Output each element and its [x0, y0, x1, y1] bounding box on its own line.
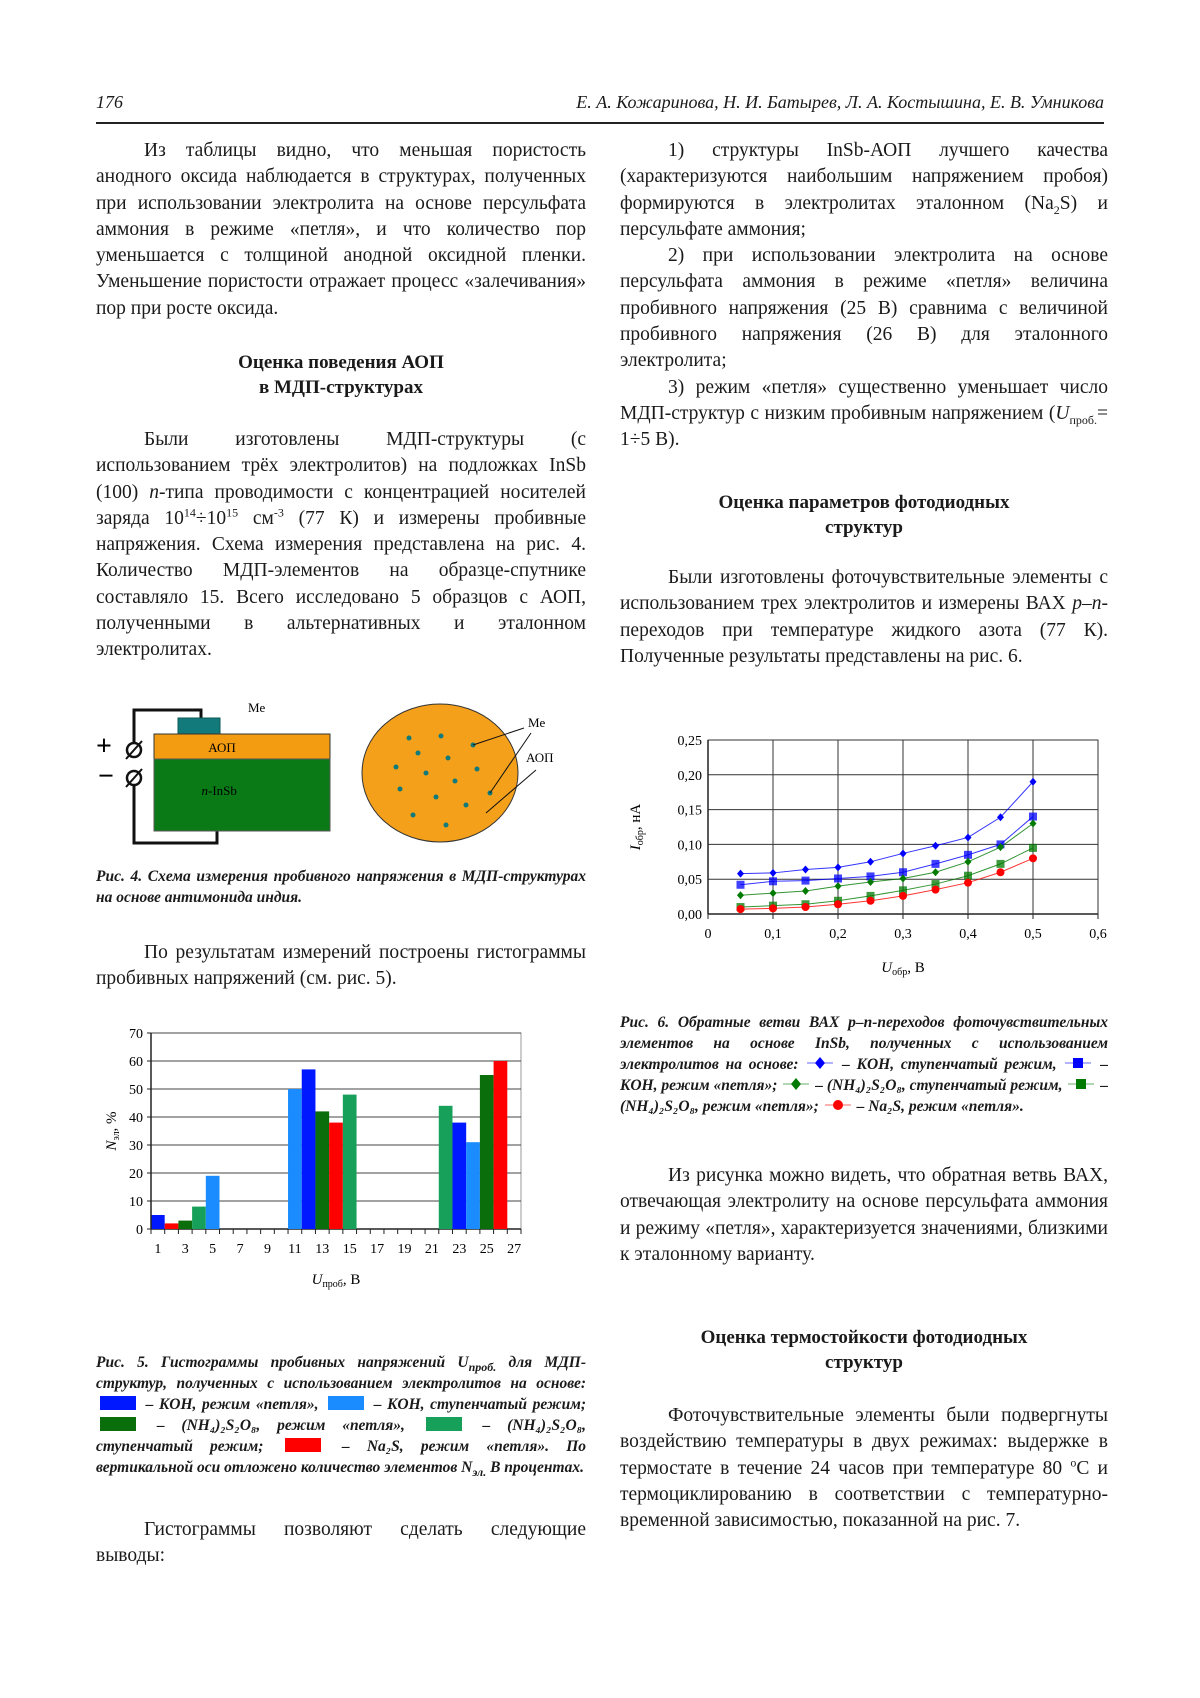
- page-number: 176: [96, 92, 123, 112]
- conclusion-item-2: 2) при использовании электролита на основе персульфата аммония в режиме «петля» величина пробивного напряжения (25 В) сравнима с величиной пробивного напряжения (26 В) для эталонного электролита;: [620, 245, 1108, 372]
- legend-label: – (NH₄)₂S₂O₈, режим «петля»;: [620, 1077, 1108, 1115]
- svg-text:5: 5: [209, 1242, 217, 1257]
- bar: [315, 1111, 329, 1229]
- bar: [151, 1215, 165, 1229]
- svg-text:9: 9: [263, 1242, 271, 1257]
- svg-text:60: 60: [129, 1055, 143, 1070]
- bar: [494, 1061, 508, 1229]
- svg-text:70: 70: [129, 1027, 143, 1042]
- legend-label: – KOH, ступенчатый режим;: [368, 1396, 586, 1413]
- svg-text:АОП: АОП: [208, 740, 236, 755]
- svg-text:10: 10: [129, 1195, 143, 1210]
- svg-text:Iобр, нА: $I_{обр}$, нА: [628, 803, 646, 851]
- bar: [343, 1095, 357, 1229]
- heading-line: Оценка поведения АОП: [238, 352, 444, 373]
- metal-contact: [178, 718, 220, 734]
- svg-text:Uпроб, В: $U_{проб}$, В: [311, 1272, 361, 1290]
- svg-text:0,5: 0,5: [1024, 927, 1042, 942]
- svg-text:7: 7: [236, 1242, 244, 1257]
- section-heading-aop: [96, 350, 586, 400]
- svg-text:0,20: 0,20: [677, 768, 702, 784]
- figure-6-caption: Рис. 6. Обратные ветви ВАХ p–n-переходов фоточувствительных элементов на основе InSb, полученных с использованием электролитов на основе: – KOH, ступенчатый режим, – KOH, режим «петля»; – (NH₄)₂S₂O₈, ступенчатый режим, – (NH₄)₂S₂O₈, режим «петля»; – Na₂S, режим «петля».: [620, 1014, 1108, 1115]
- svg-text:0,25: 0,25: [677, 734, 702, 749]
- conclusion-item-3: 3) режим «петля» существенно уменьшает число МДП-структур с низким пробивным напряжением ($U_{проб.}= 1\div 5$ В).: [620, 376, 1108, 451]
- svg-text:0,3: 0,3: [894, 927, 912, 942]
- conclusion-item-1: 1) структуры InSb-АОП лучшего качества (характеризуются наибольшим напряжением пробоя) формируются в электролитах эталонном $(Na_2S)$ и персульфате аммония;: [620, 140, 1108, 240]
- circle-marker-icon: [823, 1098, 853, 1112]
- svg-text:0,15: 0,15: [677, 803, 702, 819]
- figure-5-caption: Рис. 5. Гистограммы пробивных напряжений $U_{проб.}$ для МДП-структур, полученных с использованием электролитов на основе: – KOH, режим «петля», – KOH, ступенчатый режим; – (NH₄)₂S₂O₈, режим «петля», – (NH₄)₂S₂O₈, ступенчатый режим; – Na₂S, режим «петля». По вертикальной оси отложено количество элементов $N_{эл.}$ В процентах.: [96, 1354, 587, 1480]
- svg-text:15: 15: [342, 1242, 357, 1257]
- legend-swatch: [100, 1396, 136, 1410]
- legend-swatch: [100, 1417, 136, 1431]
- legend-label: – (NH₄)₂S₂O₈, режим «петля»,: [140, 1417, 422, 1434]
- svg-text:Uобр, В: $U_{обр}$, В: [881, 960, 925, 978]
- svg-text:13: 13: [315, 1242, 330, 1257]
- svg-text:Nэл, %: $N_{эл}$, %: [104, 1111, 122, 1151]
- svg-text:27: 27: [507, 1242, 522, 1257]
- figure-5-legend: [96, 1396, 586, 1455]
- legend-label: – Na₂S, режим «петля».: [324, 1438, 567, 1455]
- svg-text:0,6: 0,6: [1089, 927, 1107, 942]
- authors: Е. А. Кожаринова, Н. И. Батырев, Л. А. Костышина, Е. В. Умникова: [576, 92, 1104, 112]
- paragraph-photodiode: Были изготовлены фоточувствительные элементы с использованием трех электролитов и измерены ВАХ p–n-переходов при температуре жидкого азота (77 К). Полученные результаты представлены на рис. 6.: [620, 567, 1108, 667]
- square-marker-icon: [1063, 1056, 1093, 1070]
- legend-label: – (NH₄)₂S₂O₈, ступенчатый режим;: [96, 1417, 586, 1455]
- svg-text:3: 3: [181, 1242, 189, 1257]
- conclusions-list: [620, 138, 1108, 454]
- svg-text:Me: Me: [248, 700, 266, 715]
- paragraph-histograms-intro: По результатам измерений построены гистограммы пробивных напряжений (см. рис. 5).: [96, 942, 586, 990]
- svg-text:0,1: 0,1: [764, 927, 782, 942]
- svg-text:17: 17: [370, 1242, 385, 1257]
- svg-text:-InSb: -InSb: [208, 783, 237, 798]
- bar: [439, 1106, 453, 1229]
- svg-text:0: 0: [704, 927, 712, 942]
- svg-text:11: 11: [288, 1242, 302, 1257]
- bar: [178, 1221, 192, 1229]
- svg-text:Me: Me: [528, 715, 546, 730]
- section-heading-thermal: Оценка термостойкости фотодиодных структур: [700, 1327, 1028, 1373]
- svg-text:АОП: АОП: [526, 750, 554, 765]
- paragraph-porosity: Из таблицы видно, что меньшая пористость анодного оксида наблюдается в структурах, полученных при использовании электролита на основе персульфата аммония в режиме «петля», и что количество пор уменьшается с толщиной анодной оксидной пленки. Уменьшение пористости отражает процесс «залечивания» пор при росте оксида.: [96, 140, 586, 319]
- bar: [165, 1223, 179, 1229]
- legend-swatch: [426, 1417, 462, 1431]
- figure-5-bar-chart: [96, 1015, 596, 1335]
- svg-text:1: 1: [154, 1242, 162, 1257]
- bar: [288, 1089, 302, 1229]
- bar: [302, 1069, 316, 1229]
- bar: [206, 1176, 220, 1229]
- bar: [480, 1075, 494, 1229]
- svg-text:20: 20: [129, 1167, 143, 1182]
- square-marker-icon: [1066, 1077, 1096, 1091]
- diamond-marker-icon: [781, 1077, 811, 1091]
- legend-label: – (NH₄)₂S₂O₈, ступенчатый режим,: [811, 1077, 1067, 1094]
- legend-label: – KOH, режим «петля»;: [620, 1056, 1108, 1094]
- svg-text:23: 23: [452, 1242, 467, 1257]
- legend-swatch: [285, 1438, 321, 1452]
- paragraph-thermal: Фоточувствительные элементы были подвергнуты воздействию температуры в двух режимах: выдержке в термостате в течение 24 часов при температуре 80 $^o$С и термоциклированию в соответствии с температурно-временной зависимостью, показанной на рис. 7.: [620, 1405, 1108, 1532]
- svg-text:0,2: 0,2: [829, 927, 847, 942]
- paragraph-conclusions-intro: Гистограммы позволяют сделать следующие выводы:: [96, 1519, 586, 1567]
- bar: [329, 1123, 343, 1229]
- left-column: [96, 138, 586, 322]
- figure-4-caption: Рис. 4. Схема измерения пробивного напряжения в МДП-структурах на основе антимонида индия.: [96, 868, 586, 906]
- svg-text:19: 19: [397, 1242, 412, 1257]
- section-heading-photodiode: Оценка параметров фотодиодных структур: [718, 492, 1010, 538]
- legend-label: – KOH, ступенчатый режим,: [835, 1056, 1064, 1073]
- svg-text:n: n: [201, 783, 208, 798]
- svg-text:25: 25: [479, 1242, 494, 1257]
- svg-text:0: 0: [136, 1223, 143, 1238]
- legend-swatch: [328, 1396, 364, 1410]
- svg-text:21: 21: [424, 1242, 439, 1257]
- svg-text:50: 50: [129, 1083, 143, 1098]
- svg-text:−: −: [98, 761, 114, 792]
- svg-text:0,05: 0,05: [677, 873, 702, 889]
- diamond-marker-icon: [805, 1056, 835, 1070]
- running-header: [96, 92, 1104, 124]
- figure-6-line-chart: [620, 730, 1110, 995]
- legend-label: – KOH, режим «петля»,: [140, 1396, 325, 1413]
- bar: [452, 1123, 466, 1229]
- paragraph-figure-6-analysis: Из рисунка можно видеть, что обратная ветвь ВАХ, отвечающая электролиту на основе персульфата аммония и режиму «петля», характеризуется значениями, близкими к эталонному варианту.: [620, 1165, 1108, 1265]
- svg-text:30: 30: [129, 1139, 143, 1154]
- figure-4-diagram: [96, 695, 596, 855]
- bar: [192, 1207, 206, 1229]
- heading-line: в МДП-структурах: [258, 377, 424, 398]
- paragraph-mdp: Были изготовлены МДП-структуры (с использованием трёх электролитов) на подложках InSb (100) n-типа проводимости с концентрацией носителей заряда $10^{14}\div 10^{15}$ $см^{-3}$ (77 К) и измерены пробивные напряжения. Схема измерения представлена на рис. 4. Количество МДП-элементов на образце-спутнике составляло 15. Всего исследовано 5 образцов с АОП, полученными в альтернативных и эталонном электролитах.: [96, 429, 587, 661]
- svg-text:+: +: [96, 731, 112, 762]
- svg-text:0,00: 0,00: [677, 908, 702, 923]
- bar: [466, 1142, 480, 1229]
- svg-text:40: 40: [129, 1111, 143, 1126]
- svg-text:0,10: 0,10: [677, 838, 702, 854]
- legend-label: – Na₂S, режим «петля».: [852, 1098, 1024, 1115]
- svg-text:0,4: 0,4: [959, 927, 977, 942]
